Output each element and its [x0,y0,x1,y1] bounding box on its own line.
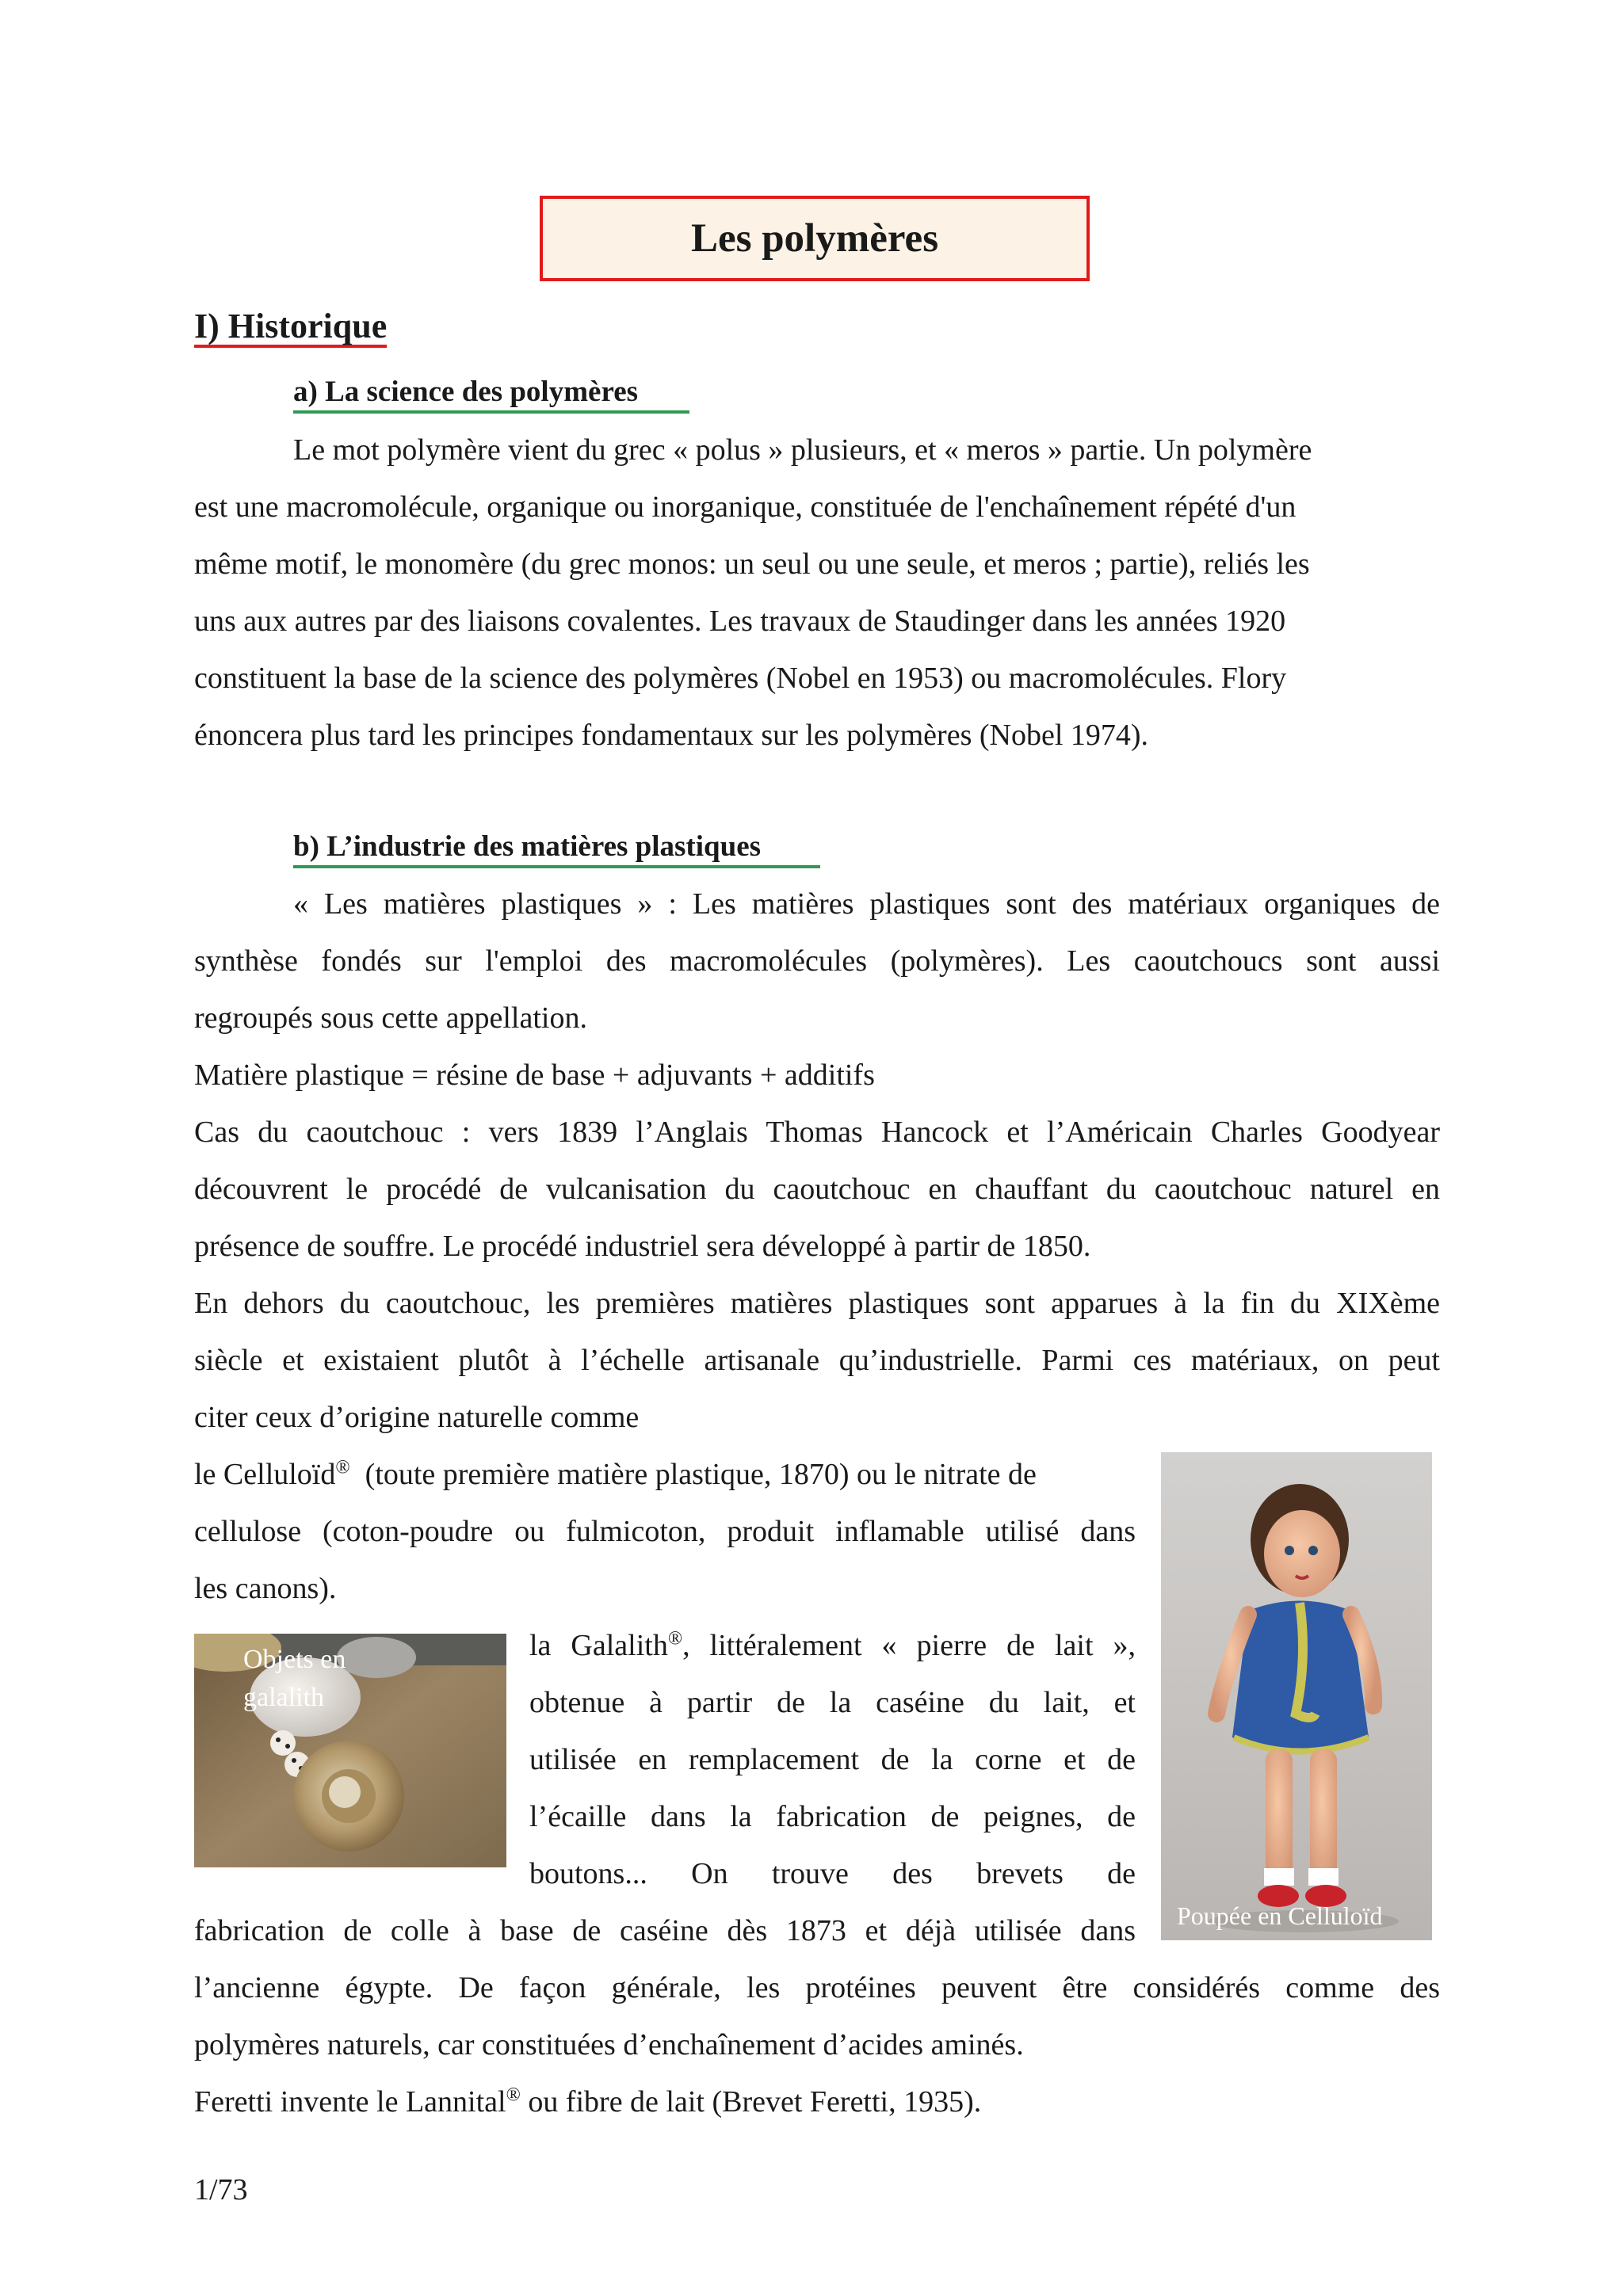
paragraph-line: cellulose (coton-poudre ou fulmicoton, produit inflamable utilisé dans [194,1515,1136,1548]
paragraph-line: la Galalith®, littéralement « pierre de lait », [529,1628,1136,1662]
paragraph-line: En dehors du caoutchouc, les premières matières plastiques sont apparues à la fin du XIXème [194,1287,1440,1320]
section-heading-historique: I) Historique [194,306,387,348]
paragraph-line: utilisée en remplacement de la corne et de [529,1743,1136,1776]
paragraph-line: énoncera plus tard les principes fondamentaux sur les polymères (Nobel 1974). [194,719,1149,752]
paragraph-line: Cas du caoutchouc : vers 1839 l’Anglais Thomas Hancock et l’Américain Charles Goodyear [194,1116,1440,1149]
galalith-caption-line1: Objets en [243,1645,346,1674]
galalith-objects-photo [194,1634,506,1867]
paragraph-line: même motif, le monomère (du grec monos: un seul ou une seule, et meros ; partie), reliés les [194,547,1310,581]
subheading-industrie: b) L’industrie des matières plastiques [293,830,820,868]
paragraph-line: constituent la base de la science des polymères (Nobel en 1953) ou macromolécules. Flory [194,662,1287,695]
paragraph-line: siècle et existaient plutôt à l’échelle artisanale qu’industrielle. Parmi ces matériaux, on peut [194,1344,1440,1377]
paragraph-line: boutons... On trouve des brevets de [529,1857,1136,1890]
paragraph-line: est une macromolécule, organique ou inorganique, constituée de l'enchaînement répété d'un [194,490,1296,524]
paragraph-line: présence de souffre. Le procédé industriel sera développé à partir de 1850. [194,1230,1091,1263]
paragraph-line: les canons). [194,1572,337,1605]
paragraph-line: obtenue à partir de la caséine du lait, et [529,1686,1136,1719]
paragraph-line: « Les matières plastiques » : Les matières plastiques sont des matériaux organiques de [293,887,1440,921]
galalith-photo-graphic [194,1634,506,1867]
formula-line: Matière plastique = résine de base + adjuvants + additifs [194,1058,875,1092]
paragraph-line: uns aux autres par des liaisons covalentes. Les travaux de Staudinger dans les années 1920 [194,605,1286,638]
celluloid-doll-photo [1161,1452,1432,1940]
paragraph-line: fabrication de colle à base de caséine dès 1873 et déjà utilisée dans [194,1914,1136,1947]
page-number: 1/73 [194,2173,248,2206]
page-title: Les polymères [540,196,1090,281]
doll-caption: Poupée en Celluloïd [1177,1901,1383,1930]
feretti-line: Feretti invente le Lannital® ou fibre de lait (Brevet Feretti, 1935). [194,2084,982,2119]
subheading-science: a) La science des polymères [293,375,689,414]
paragraph-line: regroupés sous cette appellation. [194,1001,587,1035]
paragraph-line: synthèse fondés sur l'emploi des macromolécules (polymères). Les caoutchoucs sont aussi [194,944,1440,978]
paragraph-line: découvrent le procédé de vulcanisation du caoutchouc en chauffant du caoutchouc naturel en [194,1173,1440,1206]
paragraph-line: Le mot polymère vient du grec « polus » plusieurs, et « meros » partie. Un polymère [293,433,1312,467]
paragraph-line: citer ceux d’origine naturelle comme [194,1401,640,1434]
paragraph-line: polymères naturels, car constituées d’enchaînement d’acides aminés. [194,2028,1024,2061]
doll-photo-graphic [1161,1452,1432,1940]
paragraph-line: l’ancienne égypte. De façon générale, les protéines peuvent être considérés comme des [194,1971,1440,2004]
galalith-caption-line2: galalith [243,1683,324,1712]
paragraph-line: le Celluloïd® (toute première matière plastique, 1870) ou le nitrate de [194,1457,1037,1491]
paragraph-line: l’écaille dans la fabrication de peignes, de [529,1800,1136,1833]
